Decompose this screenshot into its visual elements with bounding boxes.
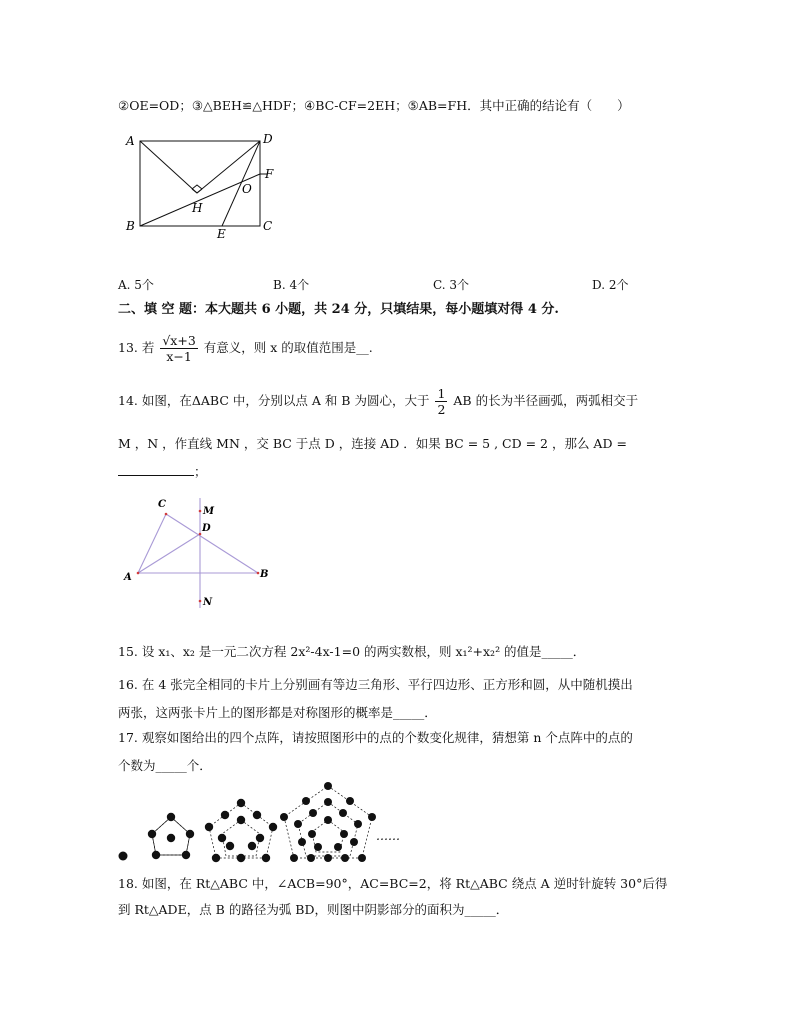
q12-option-d[interactable]: D. 2个	[592, 278, 629, 292]
section-2-title: 二、填 空 题：本大题共 6 小题，共 24 分，只填结果，每小题填对得 4 分.	[118, 302, 559, 317]
q14-line3	[118, 464, 207, 480]
q13-tail: 有意义，则 x 的取值范围是__.	[203, 340, 373, 355]
dot-pattern-1	[119, 852, 128, 861]
q17-ellipsis: ……	[376, 829, 400, 843]
q16-line2: 两张，这两张卡片上的图形都是对称图形的概率是_____．	[118, 705, 437, 720]
q18-line1: 18. 如图，在 Rt△ABC 中，∠ACB=90°，AC=BC=2，将 Rt△ABC 绕点 A 逆时针旋转 30°后得	[118, 876, 668, 891]
q13-numerator: √x+3	[162, 333, 196, 348]
q13-fraction	[160, 333, 197, 364]
q12-figure	[120, 130, 285, 240]
dot-pattern-4	[280, 782, 376, 862]
q18-line2: 到 Rt△ADE，点 B 的路径为弧 BD，则图中阴影部分的面积为_____．	[118, 902, 509, 917]
label-a: A	[124, 572, 132, 583]
q14-answer-blank[interactable]	[118, 464, 194, 476]
q13-number: 13. 若	[118, 340, 155, 355]
segment-ah	[140, 141, 197, 193]
label-d: D	[263, 132, 273, 146]
q13	[118, 333, 373, 364]
label-c: C	[263, 219, 273, 233]
label-o: O	[242, 182, 252, 196]
segment-cb	[166, 514, 258, 573]
label-b: B	[260, 569, 269, 580]
dot-pattern-3	[205, 799, 277, 862]
label-a: A	[126, 134, 135, 148]
q14-line1	[118, 386, 638, 417]
label-d: D	[202, 523, 211, 534]
q17-figure	[110, 780, 410, 870]
q14-line2: M ，N ，作直线 MN ，交 BC 于点 D ，连接 AD ．如果 BC = 5 , CD = 2 ，那么 AD =	[118, 436, 627, 451]
q14-frac-den: 2	[437, 402, 446, 417]
label-n: N	[203, 597, 213, 608]
label-f: F	[265, 167, 274, 181]
q14-fraction	[435, 386, 447, 417]
label-h: H	[192, 201, 203, 215]
label-b: B	[126, 219, 135, 233]
q17-line1: 17. 观察如图给出的四个点阵，请按照图形中的点的个数变化规律，猜想第 n 个点阵中的点的	[118, 730, 633, 745]
q12-stem: ②OE=OD；③△BEH≌△HDF；④BC-CF=2EH；⑤AB=FH．其中正确的结论有（ ）	[118, 98, 630, 113]
right-angle-mark-lower	[192, 189, 202, 193]
label-c: C	[158, 499, 166, 510]
q15: 15. 设 x₁、x₂ 是一元二次方程 2x²-4x-1=0 的两实数根，则 x₁²+x₂² 的值是_____．	[118, 644, 586, 659]
q13-denominator: x−1	[166, 349, 192, 364]
q12-option-b[interactable]: B. 4个	[273, 278, 310, 292]
q12-option-a[interactable]: A. 5个	[118, 278, 154, 292]
q17-line2: 个数为_____个．	[118, 758, 212, 773]
label-e: E	[217, 227, 226, 241]
q14-line3-tail: ；	[194, 464, 207, 479]
label-m: M	[203, 506, 215, 517]
segment-de	[222, 141, 260, 226]
q14-frac-num: 1	[437, 386, 446, 401]
q12-option-c[interactable]: C. 3个	[433, 278, 470, 292]
right-angle-mark	[192, 185, 202, 189]
q16-line1: 16. 在 4 张完全相同的卡片上分别画有等边三角形、平行四边形、正方形和圆，从中随机摸出	[118, 677, 633, 692]
dot-pattern-2	[148, 813, 194, 859]
q14-figure	[118, 495, 278, 615]
q14-line1-b: AB 的长为半径画弧，两弧相交于	[453, 393, 639, 408]
q14-line1-a: 14. 如图，在ΔABC 中，分别以点 A 和 B 为圆心，大于	[118, 393, 430, 408]
